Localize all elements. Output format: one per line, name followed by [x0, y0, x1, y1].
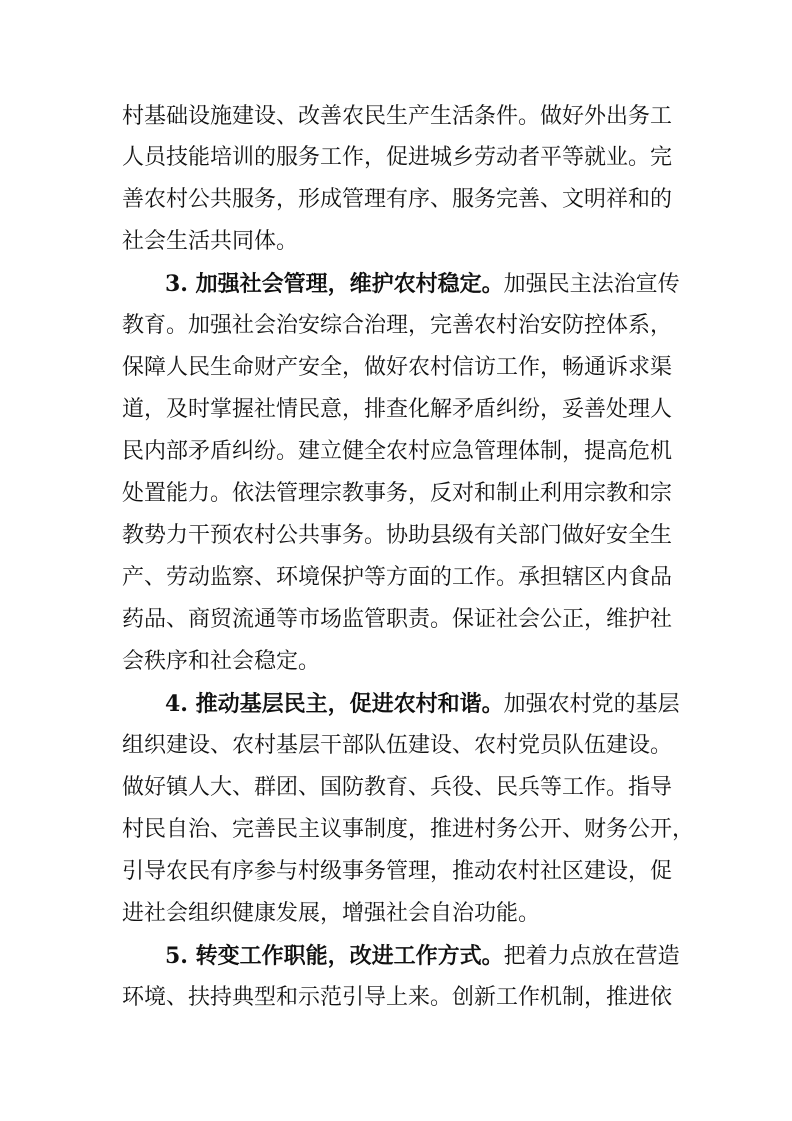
paragraph-line: 民内部矛盾纠纷。建立健全农村应急管理体制，提高危机	[122, 439, 673, 464]
section-5-first-line	[165, 936, 680, 976]
section-5-first-text: 把着力点放在营造	[503, 944, 680, 969]
paragraph-line: 药品、商贸流通等市场监管职责。保证社会公正，维护社	[122, 607, 673, 632]
section-3-first-line	[165, 264, 680, 304]
paragraph-line: 教育。加强社会治安综合治理，完善农村治安防控体系，	[122, 313, 673, 338]
paragraph-line: 会秩序和社会稳定。	[122, 649, 321, 674]
paragraph-line: 保障人民生命财产安全，做好农村信访工作，畅通诉求渠	[122, 355, 673, 380]
paragraph-line: 引导农民有序参与村级事务管理，推动农村社区建设，促	[122, 859, 673, 884]
paragraph-line: 善农村公共服务，形成管理有序、服务完善、文明祥和的	[122, 187, 673, 212]
paragraph-line: 村基础设施建设、改善农民生产生活条件。做好外出务工	[122, 104, 673, 129]
paragraph-line: 处置能力。依法管理宗教事务，反对和制止利用宗教和宗	[122, 481, 673, 506]
paragraph-line: 教势力干预农村公共事务。协助县级有关部门做好安全生	[122, 523, 673, 548]
section-3-heading: 3. 加强社会管理，维护农村稳定。	[165, 271, 504, 297]
paragraph-line: 进社会组织健康发展，增强社会自治功能。	[122, 901, 541, 926]
paragraph-line: 道，及时掌握社情民意，排查化解矛盾纠纷，妥善处理人	[122, 397, 673, 422]
paragraph-line: 做好镇人大、群团、国防教育、兵役、民兵等工作。指导	[122, 775, 673, 800]
section-4-heading: 4. 推动基层民主，促进农村和谐。	[165, 691, 504, 717]
paragraph-line: 社会生活共同体。	[122, 229, 299, 254]
paragraph-line: 产、劳动监察、环境保护等方面的工作。承担辖区内食品	[122, 565, 673, 590]
section-5-heading: 5. 转变工作职能，改进工作方式。	[165, 943, 504, 969]
section-4-first-line	[165, 684, 680, 724]
paragraph-line: 村民自治、完善民主议事制度，推进村务公开、财务公开，	[122, 817, 695, 842]
section-3-first-text: 加强民主法治宣传	[503, 272, 680, 297]
paragraph-line: 人员技能培训的服务工作，促进城乡劳动者平等就业。完	[122, 145, 673, 170]
section-4-first-text: 加强农村党的基层	[503, 692, 680, 717]
paragraph-line: 组织建设、农村基层干部队伍建设、农村党员队伍建设。	[122, 733, 673, 758]
paragraph-line: 环境、扶持典型和示范引导上来。创新工作机制，推进依	[122, 985, 673, 1010]
